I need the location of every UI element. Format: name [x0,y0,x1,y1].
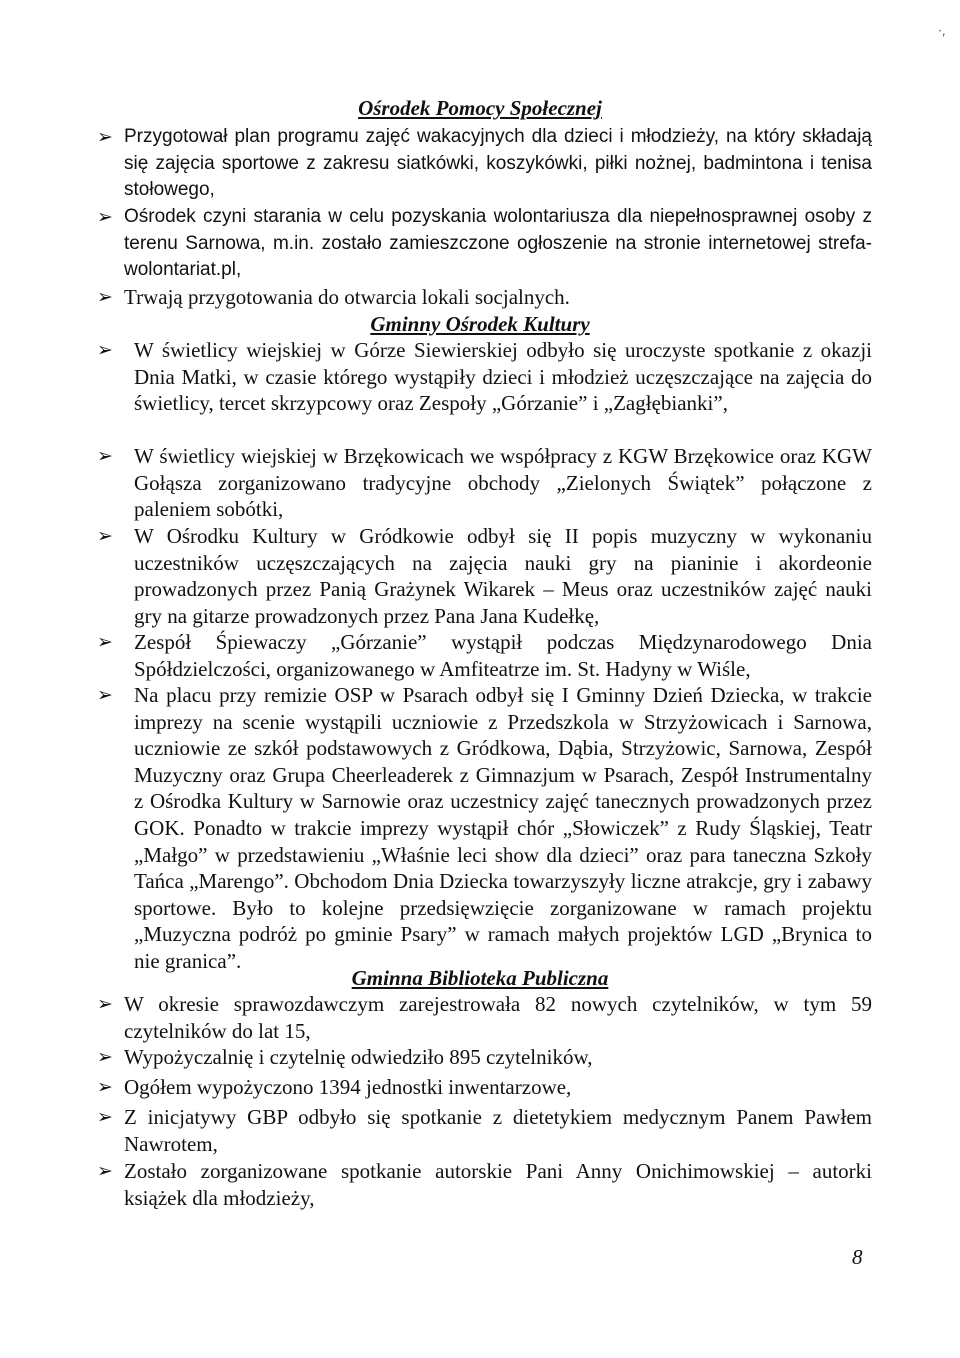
heading-gminny-osrodek-kultury: Gminny Ośrodek Kultury [370,312,590,336]
list-item-text: Ośrodek czyni starania w celu pozyskania wolontariusza dla niepełnosprawnej osoby z terenu Sarnowa, m.in. zostało zamieszczone ogłoszenie na stronie internetowej strefa-wolontariat.pl, [124,206,872,281]
list-item-text: Wypożyczalnię i czytelnię odwiedziło 895 czytelników, [124,1045,593,1069]
list-item-text: Na placu przy remizie OSP w Psarach odbył się I Gminny Dzień Dziecka, w trakcie imprezy na scenie wystąpili uczniowie z Przedszkola w Strzyżowicach i Sarnowa, uczniowie ze szkół podstawowych z Gródkowa, Dąbia, Strzyżowic, Sarnowa, Zespół Muzyczny oraz Grupa Cheerleaderek z Gimnazjum w Psarach, Zespół Instrumentalny z Ośrodka Kultury w Sarnowie oraz uczestnicy zajęć tanecznych prowadzonych przez GOK. Ponadto w trakcie imprezy wystąpił chór „Słowiczek” z Rudy Śląskiej, Teatr „Małgo” w przedstawieniu „Właśnie leci show dla dzieci” oraz para taneczna Szkoły Tańca „Marengo”. Obchodom Dnia Dziecka towarzyszyły liczne atrakcje, gry i zabawy sportowe. Było to kolejne przedsięwzięcie zorganizowane w ramach projektu „Muzyczna podróż po gminie Psary” w ramach małych projektów LGD „Brynica to nie granica”. [134,683,872,973]
bullet-arrow-icon: ➢ [97,445,113,467]
list-item-text: W okresie sprawozdawczym zarejestrowała 82 nowych czytelników, w tym 59 czytelników do lat 15, [124,992,872,1043]
scan-corner-mark: ·, [938,24,946,38]
page-number: 8 [852,1245,863,1269]
bullet-arrow-icon: ➢ [97,1076,113,1098]
list-item-text: W świetlicy wiejskiej w Górze Siewierskiej odbyło się uroczyste spotkanie z okazji Dnia Matki, w czasie którego wystąpiły dzieci i młodzież uczęszczające na zajęcia do świetlicy, tercet skrzypcowy oraz Zespoły „Górzanie” i „Zagłębianki”, [134,338,872,416]
bullet-arrow-icon: ➢ [97,1106,113,1128]
bullet-arrow-icon: ➢ [97,684,113,706]
bullet-arrow-icon: ➢ [97,631,113,653]
bullet-arrow-icon: ➢ [97,126,113,148]
bullet-arrow-icon: ➢ [97,206,113,228]
list-item-text: Zostało zorganizowane spotkanie autorskie Pani Anny Onichimowskiej – autorki książek dla młodzieży, [124,1159,872,1210]
heading-gminna-biblioteka-publiczna: Gminna Biblioteka Publiczna [351,966,609,990]
heading-osrodek-pomocy-spolecznej: Ośrodek Pomocy Społecznej [358,96,602,120]
bullet-arrow-icon: ➢ [97,1046,113,1068]
bullet-arrow-icon: ➢ [97,339,113,361]
bullet-arrow-icon: ➢ [97,993,113,1015]
bullet-arrow-icon: ➢ [97,286,113,308]
list-item-text: Trwają przygotowania do otwarcia lokali socjalnych. [124,285,570,309]
list-item-text: W świetlicy wiejskiej w Brzękowicach we współpracy z KGW Brzękowice oraz KGW Gołąsza zorganizowano tradycyjne obchody „Zielonych Świątek” połączone z paleniem sobótki, [134,444,872,522]
bullet-arrow-icon: ➢ [97,525,113,547]
list-item-text: Zespół Śpiewaczy „Górzanie” wystąpił podczas Międzynarodowego Dnia Spółdzielczości, organizowanego w Amfiteatrze im. St. Hadyny w Wiśle, [134,630,872,681]
list-item-text: Z inicjatywy GBP odbyło się spotkanie z dietetykiem medycznym Panem Pawłem Nawrotem, [124,1105,872,1156]
list-item-text: W Ośrodku Kultury w Gródkowie odbył się II popis muzyczny w wykonaniu uczestników uczęszczających na zajęcia nauki gry na pianinie i akordeonie prowadzonych przez Panią Grażynek Wikarek – Meus oraz uczestników zajęć nauki gry na gitarze prowadzonych przez Pana Jana Kudełkę, [134,524,872,628]
bullet-arrow-icon: ➢ [97,1160,113,1182]
list-item-text: Ogółem wypożyczono 1394 jednostki inwentarzowe, [124,1075,572,1099]
list-item-text: Przygotował plan programu zajęć wakacyjnych dla dzieci i młodzieży, na który składają się zajęcia sportowe z zakresu siatkówki, koszykówki, piłki nożnej, badmintona i tenisa stołowego, [124,126,872,201]
